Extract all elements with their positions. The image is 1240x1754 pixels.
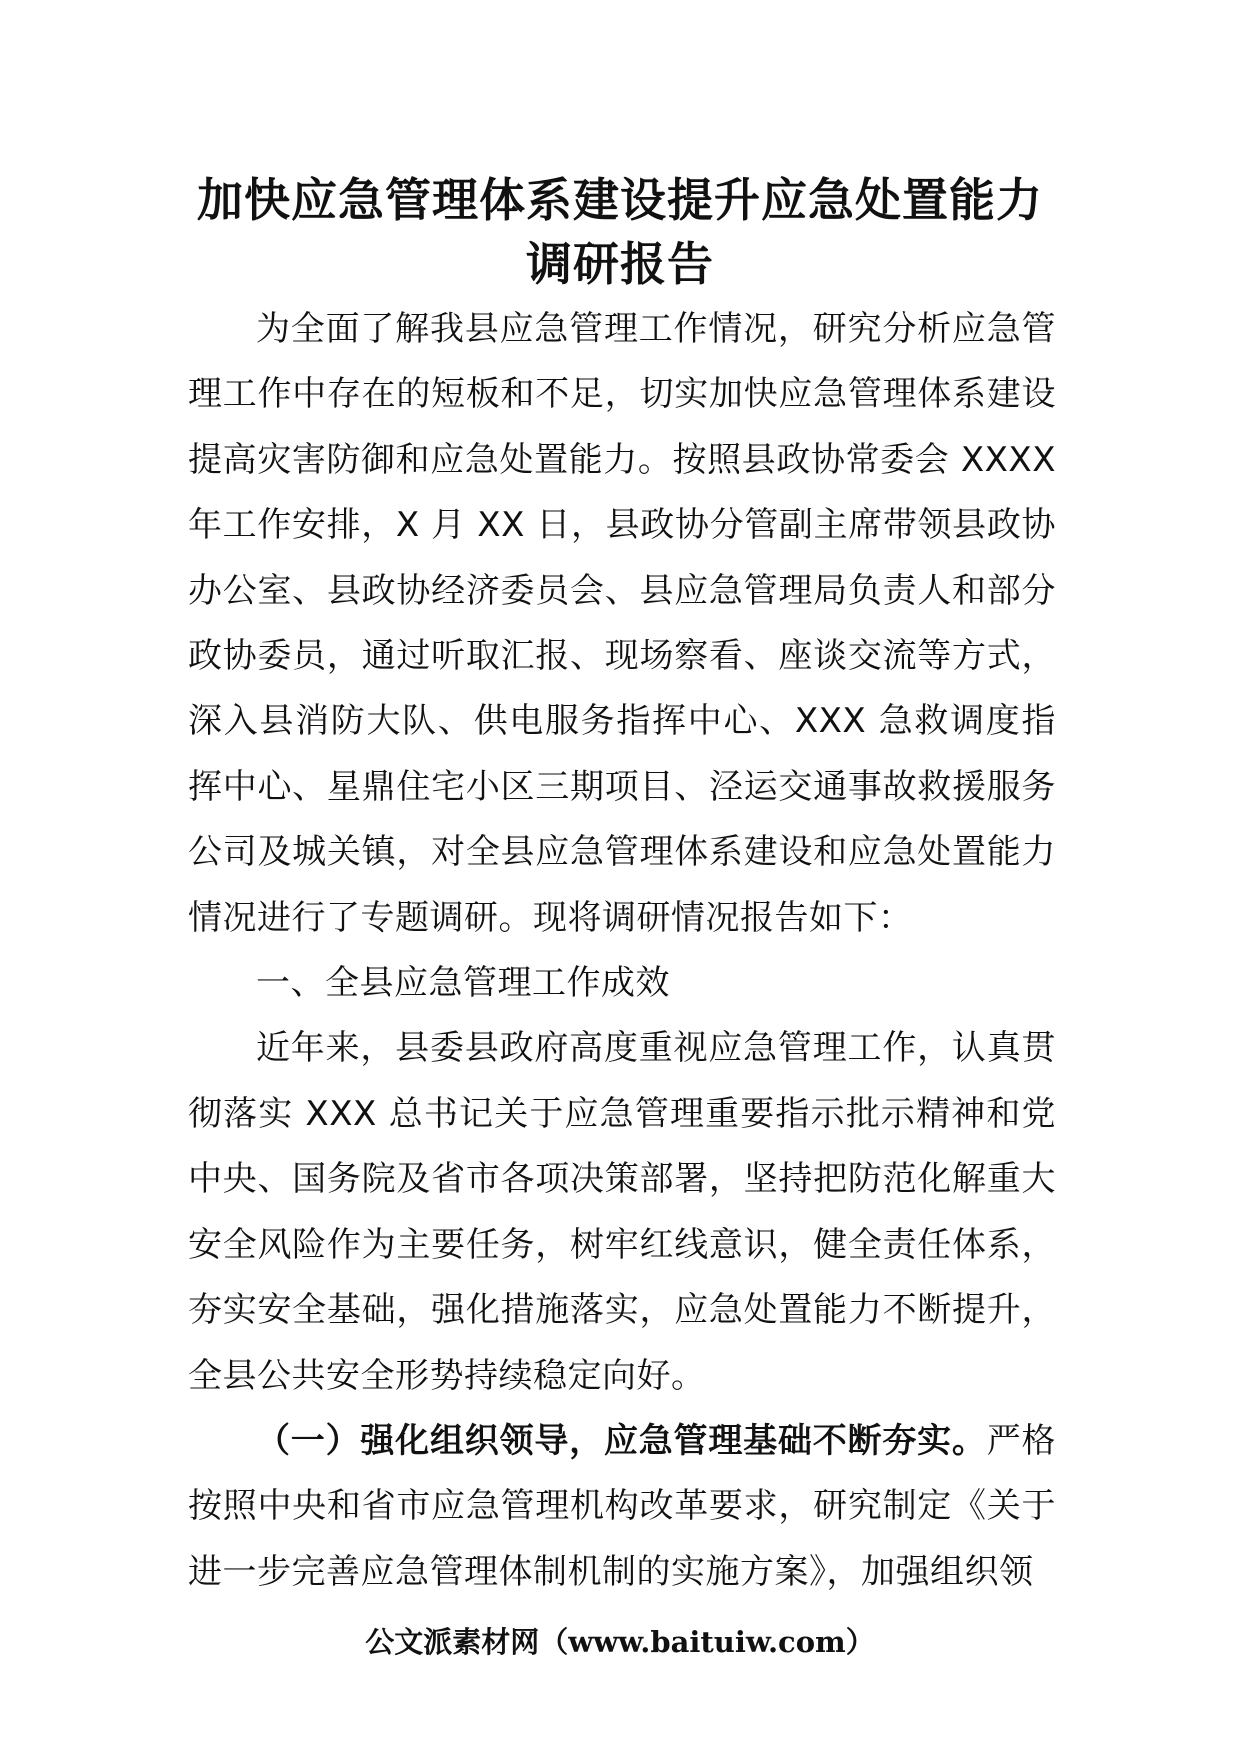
document-body — [188, 297, 1056, 1605]
subsection-heading-1: （一）强化组织领导，应急管理基础不断夯实。 — [256, 1420, 987, 1461]
achievements-paragraph-text: 近年来，县委县政府高度重视应急管理工作，认真贯彻落实 XXX 总书记关于应急管理重要指示批示精神和党中央、国务院及省市各项决策部署，坚持把防范化解重大安全风险作为主要任务，树牢红线意识，健全责任体系，夯实安全基础，强化措施落实，应急处置能力不断提升，全县公共安全形势持续稳定向好。 — [188, 1028, 1056, 1396]
intro-paragraph — [188, 297, 1056, 951]
achievements-paragraph — [188, 1016, 1056, 1408]
section-heading-1 — [188, 951, 1056, 1016]
document-title-line-1: 加快应急管理体系建设提升应急处置能力 — [197, 173, 1043, 227]
intro-paragraph-text: 为全面了解我县应急管理工作情况，研究分析应急管理工作中存在的短板和不足，切实加快应急管理体系建设提高灾害防御和应急处置能力。按照县政协常委会 XXXX 年工作安排，X 月 XX 日，县政协分管副主席带领县政协办公室、县政协经济委员会、县应急管理局负责人和部分政协委员，通过听取汇报、现场察看、座谈交流等方式，深入县消防大队、供电服务指挥中心、XXX 急救调度指挥中心、星鼎住宅小区三期项目、泾运交通事故救援服务公司及城关镇，对全县应急管理体系建设和应急处置能力情况进行了专题调研。现将调研情况报告如下： — [188, 309, 1056, 938]
document-title-line-2: 调研报告 — [526, 237, 714, 291]
subsection-paragraph-1-text: 严格按照中央和省市应急管理机构改革要求，研究制定《关于进一步完善应急管理体制机制的实施方案》，加强组织领 — [188, 1420, 1056, 1592]
section-heading-1-text: 一、全县应急管理工作成效 — [256, 963, 670, 1004]
subsection-paragraph-1 — [188, 1409, 1056, 1605]
page-footer-watermark: 公文派素材网（www.baituiw.com） — [365, 1625, 875, 1659]
